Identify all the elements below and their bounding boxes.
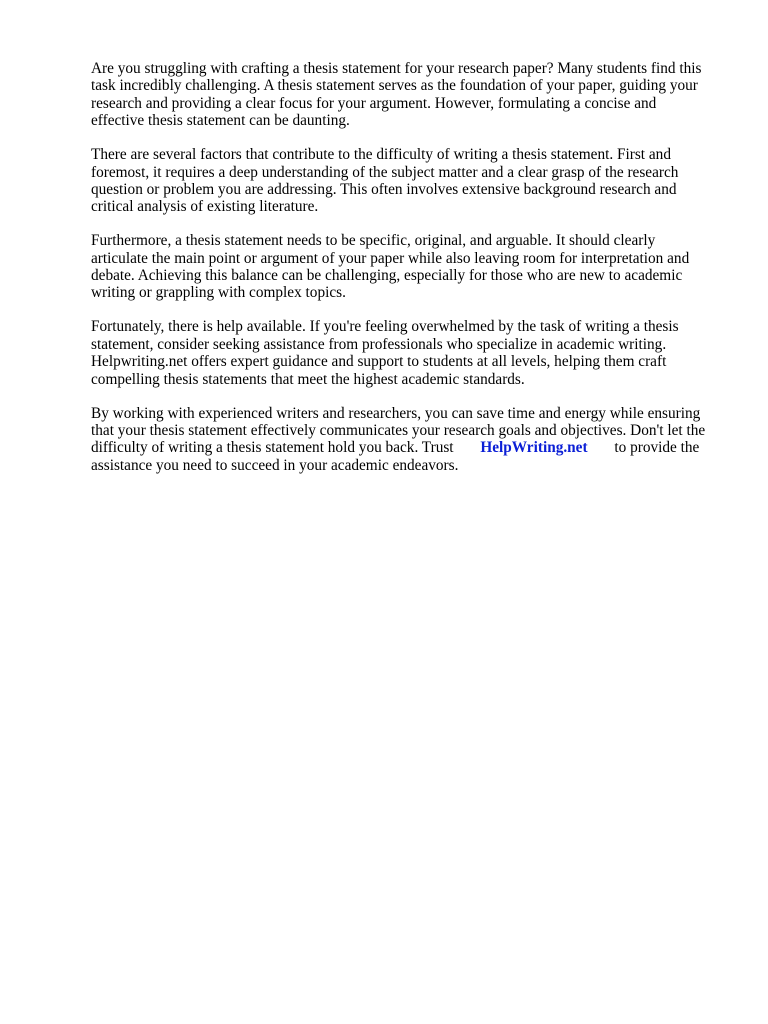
conclusion-text-after-link: to provide the assistance you need to succeed in your academic endeavors.	[91, 439, 700, 474]
paragraph-difficulty: There are several factors that contribute to the difficulty of writing a thesis statement. First and foremost, it requires a deep understanding of the subject matter and a clear grasp of the research question or problem you are addressing. This often involves extensive background research and critical analysis of existing literature.	[91, 146, 679, 216]
paragraph-intro: Are you struggling with crafting a thesis statement for your research paper? Many students find this task incredibly challenging. A thesis statement serves as the foundation of your paper, guiding your research and providing a clear focus for your argument. However, formulating a concise and effective thesis statement can be daunting.	[91, 60, 702, 130]
paragraph-help: Fortunately, there is help available. If you're feeling overwhelmed by the task of writing a thesis statement, consider seeking assistance from professionals who specialize in academic writing. Helpwriting.net offers expert guidance and support to students at all levels, helping them craft compelling thesis statements that meet the highest academic standards.	[91, 318, 679, 388]
paragraph-conclusion	[91, 405, 731, 475]
paragraph-requirements: Furthermore, a thesis statement needs to be specific, original, and arguable. It should clearly articulate the main point or argument of your paper while also leaving room for interpretation and debate. Achieving this balance can be challenging, especially for those who are new to academic writing or grappling with complex topics.	[91, 232, 690, 302]
conclusion-text-before-link: By working with experienced writers and researchers, you can save time and energy while ensuring that your thesis statement effectively communicates your research goals and objectives. Don't let the difficulty of writing a thesis statement hold you back. Trust	[91, 404, 706, 457]
helpwriting-link[interactable]: HelpWriting.net	[480, 439, 588, 457]
document-page	[91, 60, 731, 491]
